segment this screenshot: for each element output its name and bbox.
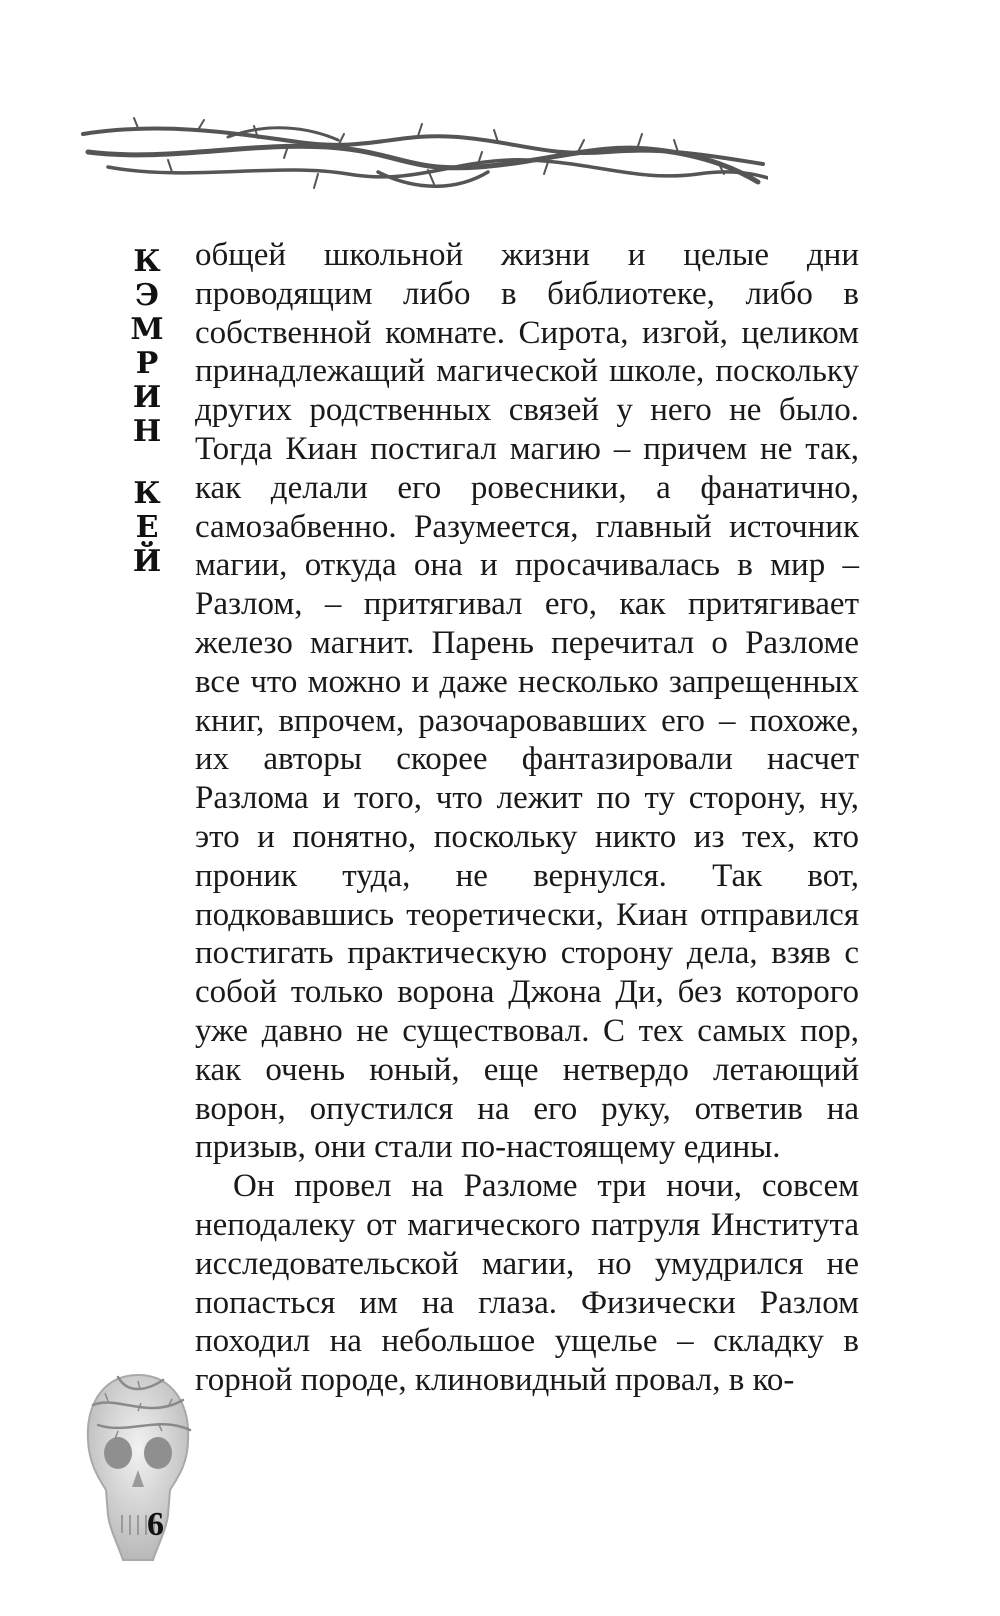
author-letter: И [132,380,162,415]
author-letter: К [133,244,161,279]
author-letter: Е [135,510,159,545]
author-letter: Э [135,278,159,313]
page-number: 6 [147,1506,164,1543]
author-letter: К [133,476,161,511]
thorny-vine-icon [78,112,768,202]
author-letter: Й [132,544,162,579]
paragraph: Он провел на Разломе три ночи, совсем неподалеку от магического патруля Института исследовательской магии, но умудрился не попасться им на глаза. Физически Разлом походил на небольшое ущелье – складку в горной породе, клиновидный провал, в ко- [195,1168,859,1399]
author-letter: Р [135,346,159,381]
paragraph: общей школьной жизни и целые дни проводящим либо в библиотеке, либо в собственной комнате. Сирота, изгой, целиком принадлежащий магической школе, поскольку других родственных связей у него не было. Тогда Киан постигал магию – причем не так, как делали его ровесники, а фанатично, самозабвенно. Разумеется, главный источник магии, откуда она и просачивалась в мир – Разлом, – притягивал его, как притягивает железо магнит. Парень перечитал о Разломе все что можно и даже несколько запрещенных книг, впрочем, разочаровавших его – похоже, их авторы скорее фантазировали насчет Разлома и того, что лежит по ту сторону, ну, это и понятно, поскольку никто из тех, кто проник туда, не вернулся. Так вот, подковавшись теоретически, Киан отправился постигать практическую сторону дела, взяв с собой только ворона Джона Ди, без которого уже давно не существовал. С тех самых пор, как очень юный, еще нетвердо летающий ворон, опустился на его руку, ответив на призыв, они стали по-настоящему едины. [195,237,859,1166]
thorned-skull-icon [78,1365,198,1580]
author-letter: Н [132,414,162,449]
author-letter: М [130,312,164,347]
author-name-vertical [124,245,170,579]
page-body [195,236,859,1400]
